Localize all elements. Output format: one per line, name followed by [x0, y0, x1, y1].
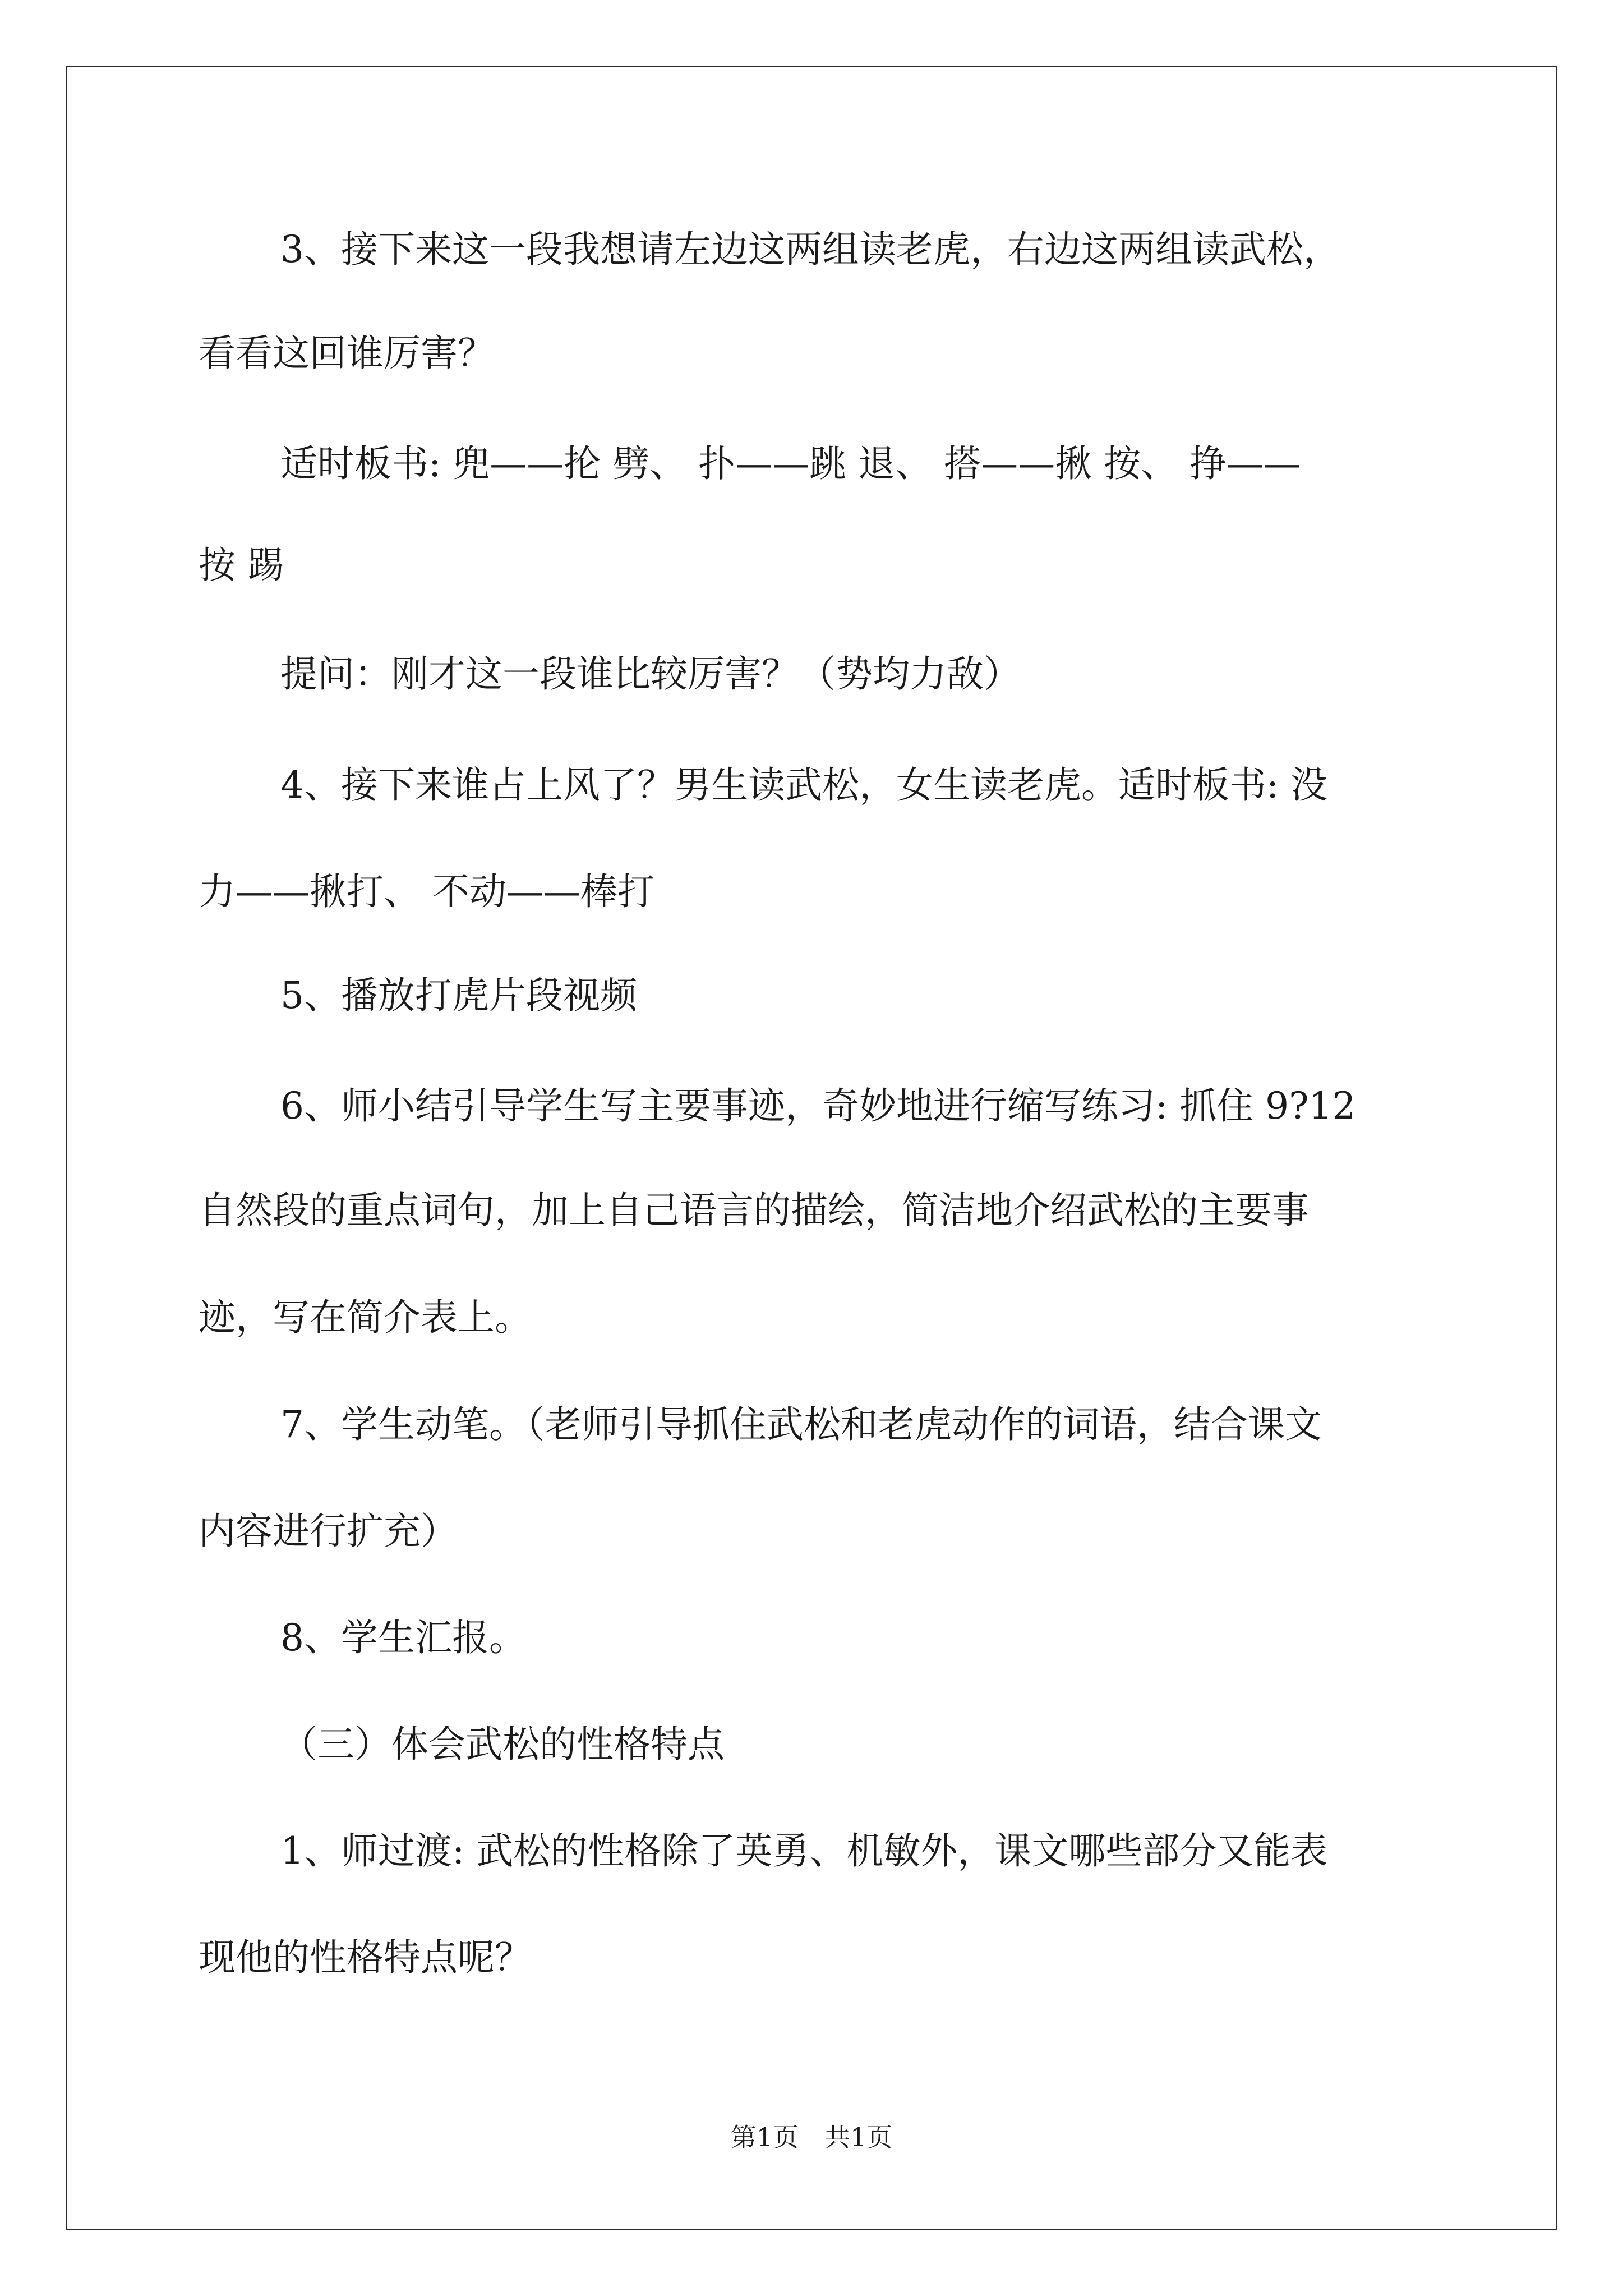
text-line: 1、师过渡: 武松的性格除了英勇、机敏外，课文哪些部分又能表	[280, 1829, 1328, 1872]
text-line: 5、播放打虎片段视频	[280, 974, 637, 1017]
page-footer: 第1页 共1页	[730, 2122, 893, 2152]
text-line: 8、学生汇报。	[280, 1616, 526, 1659]
text-line: 按 踢	[199, 544, 284, 587]
text-line: 7、学生动笔。（老师引导抓住武松和老虎动作的词语，结合课文	[280, 1403, 1322, 1446]
text-line: 6、师小结引导学生写主要事迹，奇妙地进行缩写练习: 抓住 9?12	[280, 1084, 1356, 1128]
text-line: 现他的性格特点呢？	[199, 1936, 532, 1979]
text-line: 适时板书: 兜——抡 劈、 扑——跳 退、 搭——揪 按、 挣——	[280, 442, 1301, 485]
text-line: 内容进行扩充）	[199, 1510, 458, 1553]
text-line: 迹，写在简介表上。	[199, 1296, 532, 1339]
text-line: 看看这回谁厉害？	[199, 332, 495, 375]
text-line: 力——揪打、 不动——棒打	[199, 870, 654, 913]
section-heading: （三）体会武松的性格特点	[280, 1723, 725, 1766]
page-border	[66, 66, 1557, 2230]
text-line: 3、接下来这一段我想请左边这两组读老虎，右边这两组读武松，	[280, 228, 1340, 271]
text-line: 4、接下来谁占上风了？男生读武松，女生读老虎。适时板书: 没	[280, 763, 1328, 807]
text-line: 自然段的重点词句，加上自己语言的描绘，简洁地介绍武松的主要事	[199, 1189, 1309, 1232]
text-line: 提问：刚才这一段谁比较厉害？（势均力敌）	[280, 652, 1021, 696]
